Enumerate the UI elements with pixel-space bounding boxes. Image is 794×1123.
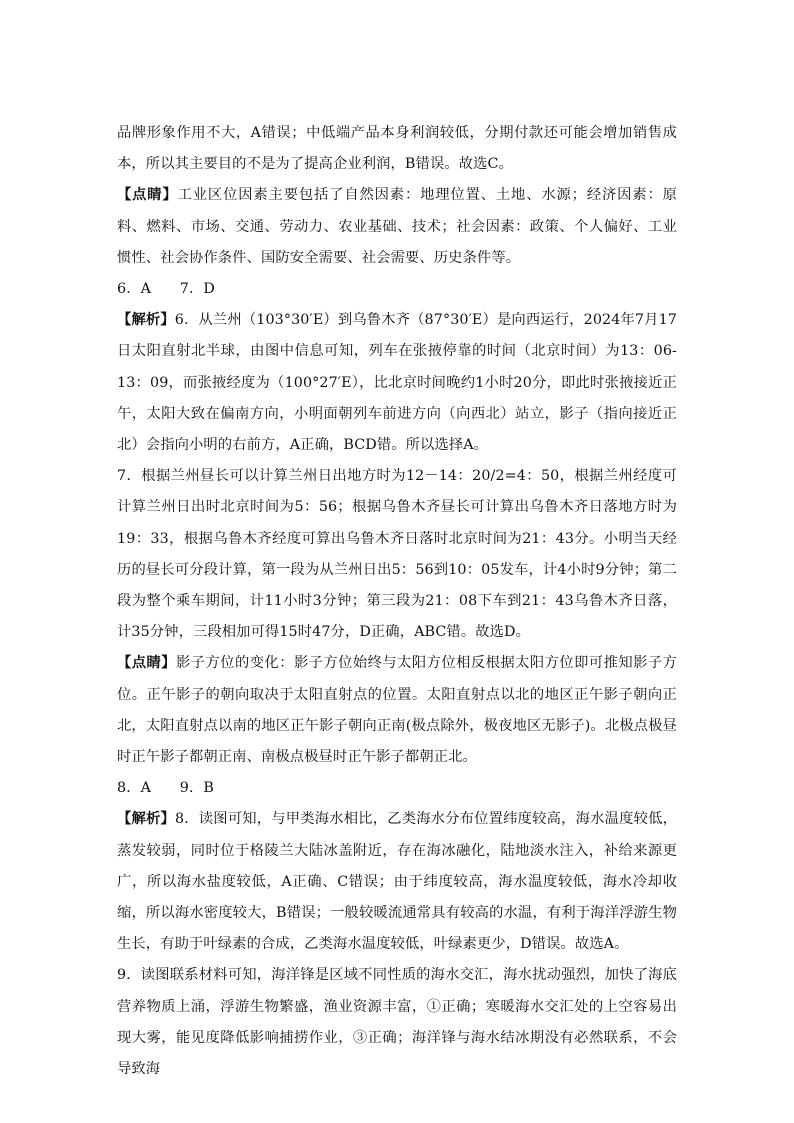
paragraph-question-9 [117, 960, 677, 1085]
paragraph-note [117, 180, 677, 274]
paragraph-analysis [117, 305, 677, 461]
paragraph-text: 工业区位因素主要包括了自然因素：地理位置、土地、水源；经济因素：原料、燃料、市场、交通、劳动力、农业基础、技术；社会因素：政策、个人偏好、工业惯性、社会协作条件、国防安全需要、社会需要、历史条件等。 [117, 187, 677, 266]
paragraph-text: 8．A 9．B [117, 780, 215, 797]
paragraph-question-7 [117, 461, 677, 648]
answer-line [117, 274, 677, 305]
document-body [117, 118, 677, 1085]
analysis-tag: 【解析】 [117, 312, 175, 329]
paragraph-analysis [117, 804, 677, 960]
paragraph-text: 8．读图可知，与甲类海水相比，乙类海水分布位置纬度较高，海水温度较低，蒸发较弱，同时位于格陵兰大陆冰盖附近，存在海冰融化，陆地淡水注入，补给来源更广，所以海水盐度较低，A正确、C错误；由于纬度较高，海水温度较低，海水冷却收缩，所以海水密度较大，B错误；一般较暖流通常具有较高的水温，有利于海洋浮游生物生长，有助于叶绿素的合成，乙类海水温度较低，叶绿素更少，D错误。故选A。 [117, 811, 677, 953]
note-tag: 【点睛】 [117, 187, 178, 204]
paragraph-note [117, 648, 677, 773]
paragraph-text: 6．A 7．D [117, 281, 215, 298]
paragraph-text: 7．根据兰州昼长可以计算兰州日出地方时为12－14：20/2=4：50，根据兰州经度可计算兰州日出时北京时间为5：56；根据乌鲁木齐昼长可计算出乌鲁木齐日落地方时为19：33，根据乌鲁木齐经度可算出乌鲁木齐日落时北京时间为21：43分。小明当天经历的昼长可分段计算，第一段为从兰州日出5：56到10：05发车，计4小时9分钟；第二段为整个乘车期间，计11小时3分钟；第三段为21：08下车到21：43乌鲁木齐日落，计35分钟，三段相加可得15时47分，D正确，ABC错。故选D。 [117, 468, 677, 641]
answer-line [117, 773, 677, 804]
paragraph-continuation [117, 118, 677, 180]
paragraph-text: 6．从兰州（103°30′E）到乌鲁木齐（87°30′E）是向西运行，2024年7月17日太阳直射北半球，由图中信息可知，列车在张掖停靠的时间（北京时间）为13：06-13：09，而张掖经度为（100°27′E），比北京时间晚约1小时20分，即此时张掖接近正午，太阳大致在偏南方向，小明面朝列车前进方向（向西北）站立，影子（指向接近正北）会指向小明的右前方，A正确，BCD错。所以选择A。 [117, 312, 677, 454]
paragraph-text: 影子方位的变化：影子方位始终与太阳方位相反根据太阳方位即可推知影子方位。正午影子的朝向取决于太阳直射点的位置。太阳直射点以北的地区正午影子朝向正北，太阳直射点以南的地区正午影子朝向正南(极点除外，极夜地区无影子)。北极点极昼时正午影子都朝正南、南极点极昼时正午影子都朝正北。 [117, 655, 677, 766]
paragraph-text: 9．读图联系材料可知，海洋锋是区域不同性质的海水交汇，海水扰动强烈，加快了海底营养物质上涌，浮游生物繁盛，渔业资源丰富，①正确；寒暖海水交汇处的上空容易出现大雾，能见度降低影响捕捞作业，③正确；海洋锋与海水结冰期没有必然联系，不会导致海 [117, 967, 677, 1078]
note-tag: 【点睛】 [117, 655, 176, 672]
paragraph-text: 品牌形象作用不大，A错误；中低端产品本身利润较低，分期付款还可能会增加销售成本，所以其主要目的不是为了提高企业利润，B错误。故选C。 [117, 125, 677, 173]
analysis-tag: 【解析】 [117, 811, 175, 828]
